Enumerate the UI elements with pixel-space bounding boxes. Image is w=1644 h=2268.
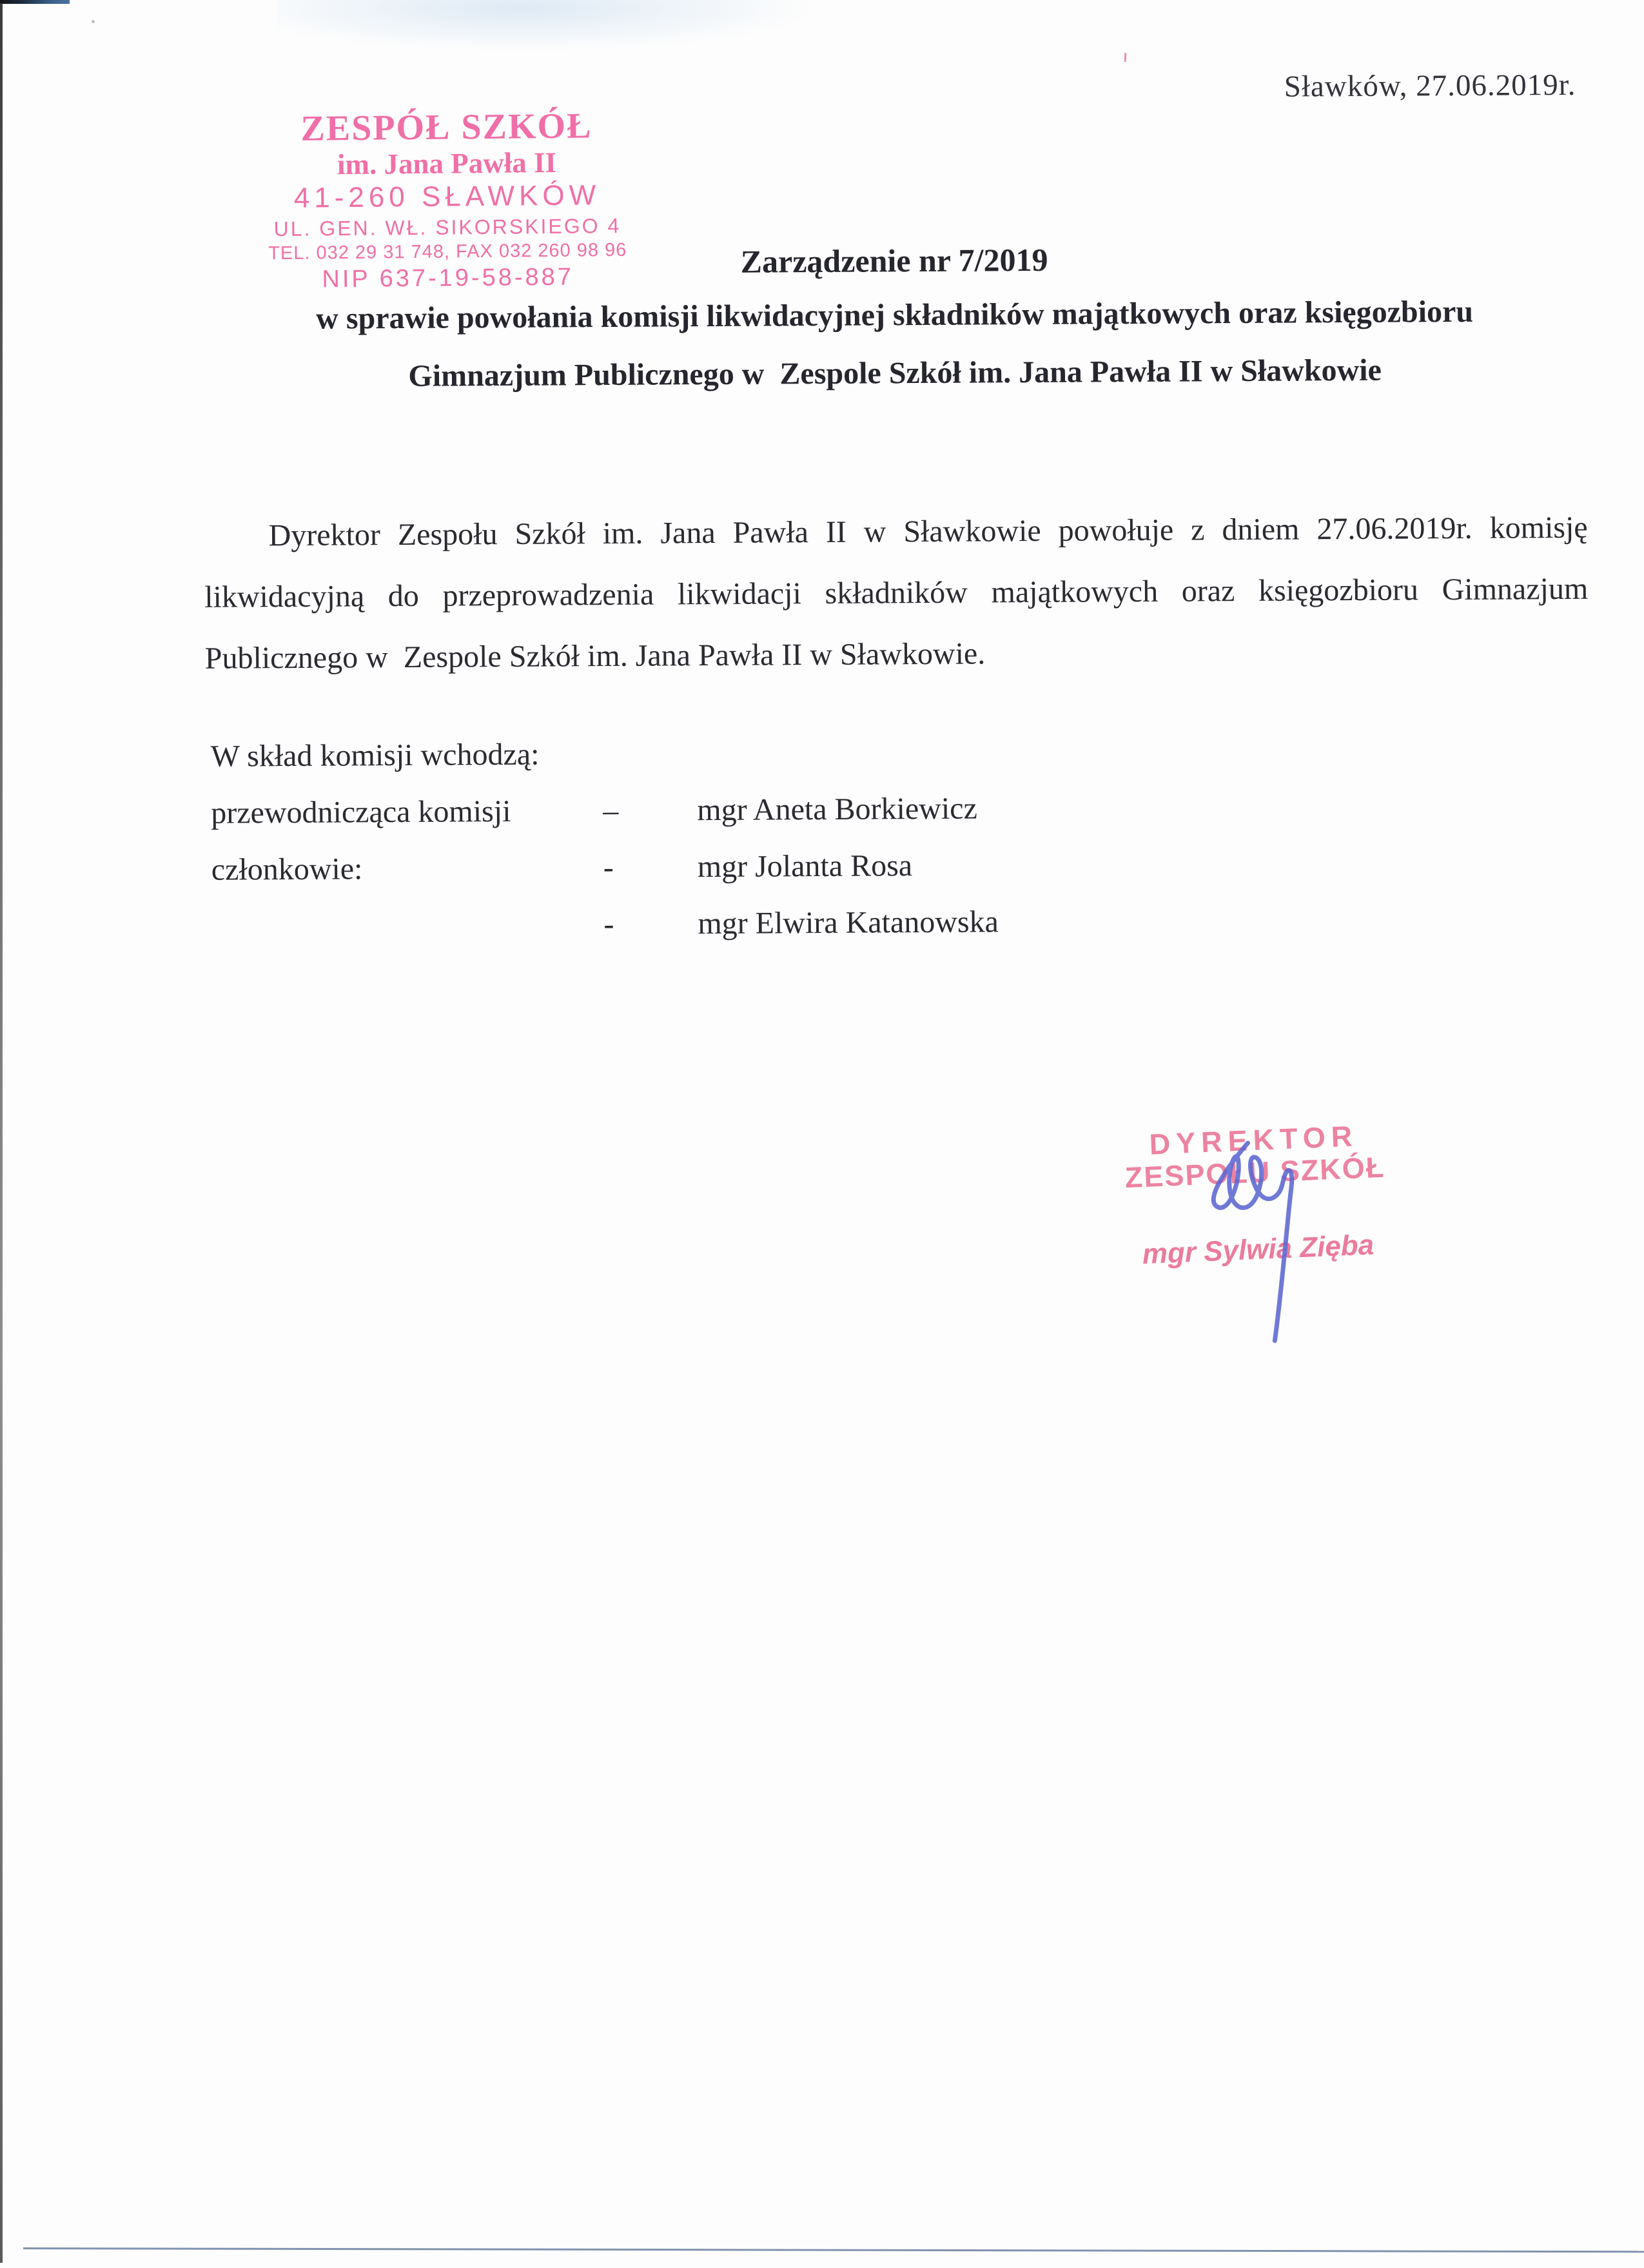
school-stamp-city: 41-260 SŁAWKÓW: [293, 179, 601, 214]
school-stamp-street: UL. GEN. WŁ. SIKORSKIEGO 4: [273, 213, 621, 241]
committee-heading: W skład komisji wchodzą:: [210, 737, 540, 774]
committee-member-name: mgr Aneta Borkiewicz: [697, 791, 977, 828]
handwritten-signature: [1186, 1120, 1329, 1346]
signature-ink-path: [1213, 1143, 1293, 1342]
scan-artifact-top-left-bar: [0, 0, 70, 4]
document-subtitle-line2: Gimnazjum Publicznego w Zespole Szkół im. Jana Pawła II w Sławkowie: [408, 353, 1382, 393]
committee-dash: –: [603, 793, 619, 828]
school-stamp-phone: TEL. 032 29 31 748, FAX 032 260 98 96: [268, 239, 627, 264]
body-paragraph-line: likwidacyjną do przeprowadzenia likwidacji składników majątkowych oraz księgozbioru Gimnazjum: [204, 571, 1589, 614]
director-stamp-title: DYREKTOR: [1148, 1119, 1359, 1161]
body-paragraph-line: Publicznego w Zespole Szkół im. Jana Pawła II w Sławkowie.: [204, 636, 986, 676]
committee-dash: -: [603, 906, 614, 942]
committee-member-name: mgr Jolanta Rosa: [697, 848, 913, 885]
school-stamp-name: ZESPÓŁ SZKÓŁ: [300, 106, 592, 149]
committee-member-name: mgr Elwira Katanowska: [698, 904, 999, 941]
director-name: mgr Sylwia Zięba: [1141, 1229, 1375, 1271]
school-stamp-nip: NIP 637-19-58-887: [322, 263, 574, 293]
body-paragraph-line: Dyrektor Zespołu Szkół im. Jana Pawła II w Sławkowie powołuje z dniem 27.06.2019r. komisję: [268, 510, 1588, 553]
document-title: Zarządzenie nr 7/2019: [740, 241, 1048, 280]
committee-role: członkowie:: [211, 852, 363, 887]
document-subtitle-line1: w sprawie powołania komisji likwidacyjnej składników majątkowych oraz księgozbioru: [316, 294, 1474, 336]
committee-dash: -: [603, 850, 614, 885]
committee-role: przewodnicząca komisji: [211, 794, 511, 830]
director-stamp-org: ZESPOŁU SZKÓŁ: [1124, 1150, 1386, 1195]
date-line: Sławków, 27.06.2019r.: [1284, 68, 1576, 104]
school-stamp-patron: im. Jana Pawła II: [337, 146, 557, 181]
